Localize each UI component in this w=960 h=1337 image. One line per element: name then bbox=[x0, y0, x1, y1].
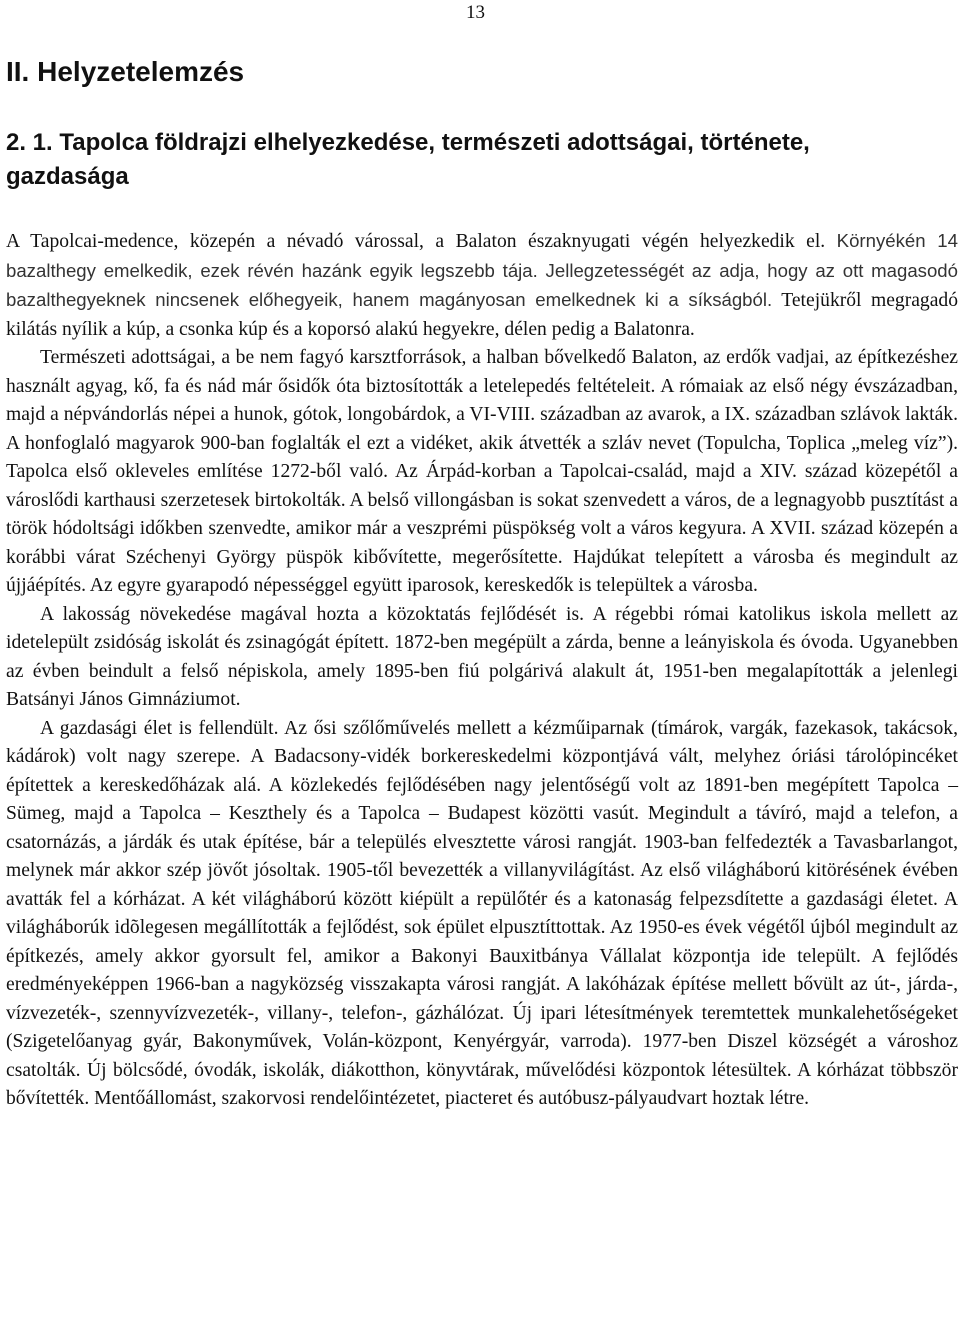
paragraph-education: A lakosság növekedése magával hozta a közoktatás fejlődését is. A régebbi római katolikus iskola mellett az idetelepült zsidóság iskolát és zsinagógát épített. 1872-ben megépült a zárda, benne a leányiskola és óvoda. Ugyanebben az évben beindult a felső népiskola, amely 1895-ben fiú polgárivá alakult át, 1951-ben megalapították a jelenlegi Batsányi János Gimnáziumot. bbox=[6, 603, 958, 710]
paragraph-intro bbox=[6, 227, 958, 344]
body-text bbox=[6, 227, 958, 1114]
paragraph-economy: A gazdasági élet is fellendült. Az ősi szőlőművelés mellett a kézműiparnak (tímárok, vargák, fazekasok, takácsok, kádárok) volt nagy szerepe. A Badacsony-vidék borkereskedelmi központjává vált, melyhez óriási tárolópincéket építettek a kereskedőházak alá. A közlekedés fejlődésében nagy jelentőségű volt az 1891-ben megépített Tapolca – Sümeg, majd a Tapolca – Keszthely és a Tapolca – Budapest közötti vasút. Megindult a távíró, majd a telefon, a csatornázás, a járdák és utak építése, bár a település elvesztette városi rangját. 1903-ban felfedezték a Tavasbarlangot, melynek már akkor szép jövőt jósoltak. 1905-től bevezették a villanyvilágítást. Az első világháború kitörésének évében avatták fel a kórházat. A két világháború között kiépült a repülőtér és a katonaság felpezsdítette a gazdasági életet. A világháborúk idõlegesen megállították a fejlődést, sok épület elpusztíttottak. Az 1950-es évek végétől újból megindult az építkezés, amely akkor gyorsult fel, amikor a Bakonyi Bauxitbánya Vállalat központja ide települt. A fejlődés eredményeképpen 1966-ban a nagyközség visszakapta városi rangját. A lakóházak építése mellett bővült az út-, járda-, vízvezeték-, szennyvízvezeték-, villany-, telefon-, gázhálózat. Új ipari létesítmények teremtettek munkalehetőségeket (Szigetelőanyag gyár, Bakonyművek, Volán-központ, Kenyérgyár, varroda). 1977-ben Diszel községét a városhoz csatolták. Új bölcsődé, óvodák, iskolák, diákotthon, könyvtárak, művelődési központok létesültek. A kórházat többször bővítették. Mentőállomást, szakorvosi rendelőintézetet, piacteret és autóbusz-pályaudvart hoztak létre. bbox=[6, 717, 958, 1109]
paragraph-intro-sans-passage: Környékén 14 bazalthegy emelkedik, ezek révén hazánk egyik legszebb tája. Jellegzetességét az adja, hogy az ott magasodó bazalthegyeknek nincsenek előhegyeik, hanem magányosan emelkednek ki a síkságból. bbox=[6, 230, 958, 310]
section-heading: 2. 1. Tapolca földrajzi elhelyezkedése, természeti adottságai, története, gazdasága bbox=[6, 129, 810, 190]
paragraph-intro-first-sentence: A Tapolcai-medence, közepén a névadó várossal, a Balaton északnyugati végén helyezkedik el. bbox=[6, 231, 826, 252]
page-number: 13 bbox=[466, 2, 485, 23]
chapter-heading: II. Helyzetelemzés bbox=[6, 56, 245, 87]
paragraph-natural-history: Természeti adottságai, a be nem fagyó karsztforrások, a halban bővelkedő Balaton, az erdők vadjai, az építkezéshez használt agyag, kő, fa és nád már ősidők óta biztosították a letelepedés feltételeit. A rómaiak az első négy évszázadban, majd a népvándorlás népei a hunok, gótok, longobárdok, a VI-VIII. században az avarok, a IX. században szlávok lakták. A honfoglaló magyarok 900-ban foglalták el ezt a vidéket, akik átvették a szláv nevet (Topulcha, Toplica „meleg víz”). Tapolca első okleveles említése 1272-ből való. Az Árpád-korban a Tapolcai-család, majd a XIV. század közepétől a városlődi karthausi szerzetesek birtokolták. A belső villongásban is sokat szenvedett a város, de a legnagyobb pusztítást a török hódoltsági időkben szenvedte, amikor már a veszprémi püspökség volt a város kegyura. A XVII. század közepén a korábbi várat Széchenyi György püspök kibővítette, megerősítette. Hajdúkat telepített a városba és megindult az újjáépítés. Az egyre gyarapodó népességgel együtt iparosok, kereskedők is települtek a városba. bbox=[6, 347, 958, 596]
paragraph-intro-tail: Tetejükről megragadó kilátás nyílik a kúp, a csonka kúp és a koporsó alakú hegyekre, délen pedig a Balatonra. bbox=[6, 290, 958, 340]
